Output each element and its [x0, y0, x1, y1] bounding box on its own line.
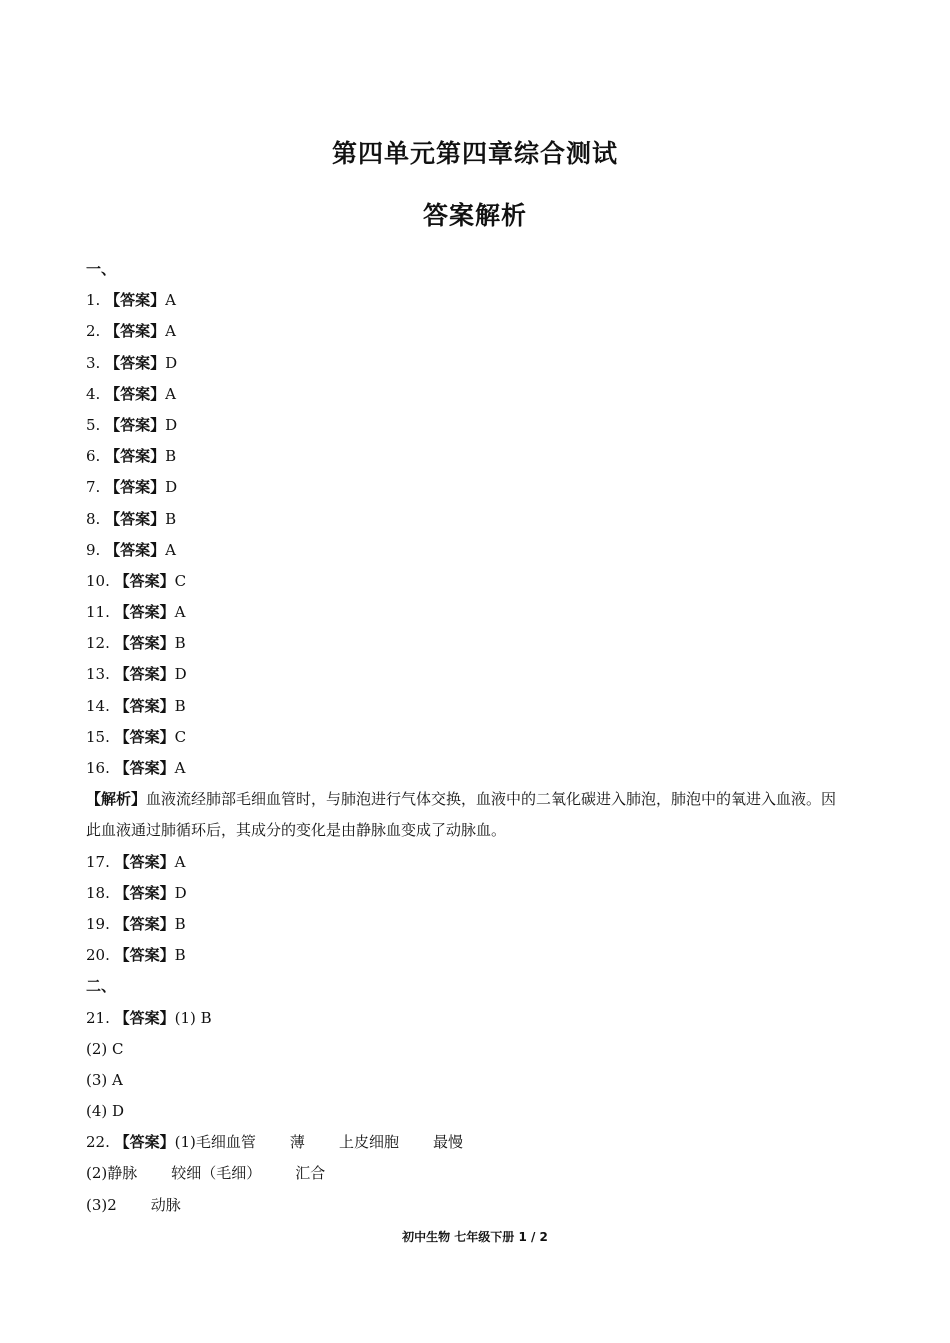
answer-tag: 【答案】 — [114, 1133, 175, 1152]
question-number: 2. — [86, 322, 101, 341]
question-number: 20. — [86, 946, 110, 965]
answer-row — [86, 472, 846, 503]
answer-row — [86, 940, 846, 971]
answer-22 — [86, 1127, 846, 1158]
question-number: 12. — [86, 634, 110, 653]
answer-row — [86, 441, 846, 472]
question-number: 17. — [86, 852, 110, 871]
answer-row — [86, 722, 846, 753]
answer-row — [86, 285, 846, 316]
answer-22-part-2 — [86, 1158, 846, 1189]
explanation-tag: 【解析】 — [86, 790, 147, 809]
answer-value: A — [165, 291, 176, 310]
question-number: 13. — [86, 665, 110, 684]
answer-value: B — [174, 634, 186, 653]
answer-value: A — [174, 852, 186, 871]
answer-tag: 【答案】 — [114, 852, 175, 871]
answer-value: C — [174, 571, 187, 590]
answer-row — [86, 597, 846, 628]
answer-row — [86, 691, 846, 722]
answer-value: A — [174, 759, 186, 777]
answer-tag: 【答案】 — [105, 384, 166, 403]
answer-tag: 【答案】 — [114, 634, 175, 653]
question-number: 21. — [86, 1008, 110, 1027]
answer-value: B — [165, 447, 177, 466]
blank-3: 汇合 — [295, 1164, 326, 1183]
answer-21-part-4: (4) D — [86, 1102, 125, 1121]
answer-22-part-3 — [86, 1190, 846, 1221]
answer-row — [86, 659, 846, 690]
question-number: 14. — [86, 696, 110, 715]
answer-value: B — [165, 509, 177, 528]
answer-row — [86, 379, 846, 410]
answer-tag: 【答案】 — [105, 291, 166, 310]
blank-2: 较细（毛细） — [171, 1164, 262, 1183]
answer-tag: 【答案】 — [105, 478, 166, 497]
blank-1: 毛细血管 — [195, 1133, 256, 1152]
question-number: 6. — [86, 447, 101, 466]
answer-21-part-1: (1) B — [174, 1008, 212, 1027]
answer-row — [86, 753, 846, 784]
answer-21-part-3: (3) A — [86, 1070, 123, 1089]
answer-tag: 【答案】 — [114, 883, 175, 902]
answer-21-part-2: (2) C — [86, 1039, 124, 1058]
question-number: 5. — [86, 415, 101, 434]
answer-row — [86, 316, 846, 347]
answer-value: B — [174, 946, 186, 965]
answer-tag: 【答案】 — [105, 415, 166, 434]
blank-3: 上皮细胞 — [338, 1133, 399, 1152]
answer-list-part-one — [86, 285, 846, 784]
answer-value: D — [165, 415, 178, 434]
answer-value: A — [174, 603, 186, 622]
section-one-heading: 一、 — [86, 260, 117, 278]
question-number: 11. — [86, 603, 110, 622]
answer-value: D — [174, 883, 187, 902]
answer-tag: 【答案】 — [114, 727, 175, 746]
question-number: 8. — [86, 509, 101, 528]
question-number: 7. — [86, 478, 101, 497]
answer-row — [86, 348, 846, 379]
answer-list-part-two — [86, 847, 846, 972]
answer-tag: 【答案】 — [105, 509, 166, 528]
answer-row — [86, 504, 846, 535]
answer-value: A — [165, 322, 176, 341]
question-number: 19. — [86, 914, 110, 933]
answer-tag: 【答案】 — [114, 1008, 175, 1027]
question-number: 10. — [86, 571, 110, 590]
part-label: (3) — [86, 1195, 108, 1214]
question-number: 16. — [86, 759, 110, 777]
answer-tag: 【答案】 — [114, 665, 175, 684]
part-label: (2) — [86, 1164, 108, 1183]
answer-row — [86, 909, 846, 940]
question-number: 22. — [86, 1133, 110, 1152]
answer-row — [86, 628, 846, 659]
answer-row — [86, 535, 846, 566]
explanation-text: 血液流经肺部毛细血管时，与肺泡进行气体交换，血液中的二氧化碳进入肺泡，肺泡中的氧进入血液。因此血液通过肺循环后，其成分的变化是由静脉血变成了动脉血。 — [86, 790, 837, 840]
answer-value: D — [165, 478, 178, 497]
answer-row — [86, 566, 846, 597]
answer-tag: 【答案】 — [114, 946, 175, 965]
question-number: 9. — [86, 540, 101, 559]
answer-row — [86, 410, 846, 441]
answer-tag: 【答案】 — [114, 571, 175, 590]
answer-value: C — [174, 727, 187, 746]
answer-tag: 【答案】 — [105, 353, 166, 372]
page-subtitle: 答案解析 — [422, 201, 527, 230]
question-number: 3. — [86, 353, 101, 372]
blank-2: 薄 — [289, 1133, 305, 1152]
answer-tag: 【答案】 — [114, 914, 175, 933]
answer-row — [86, 847, 846, 878]
answer-value: D — [174, 665, 187, 684]
question-number: 18. — [86, 883, 110, 902]
answer-body — [86, 254, 846, 1221]
answer-tag: 【答案】 — [114, 759, 175, 777]
question-number: 1. — [86, 291, 101, 310]
blank-4: 最慢 — [432, 1133, 463, 1152]
page-footer: 初中生物 七年级下册 1 / 2 — [402, 1230, 548, 1244]
answer-value: B — [174, 696, 186, 715]
answer-value: A — [165, 540, 176, 559]
answer-tag: 【答案】 — [114, 603, 175, 622]
page-title: 第四单元第四章综合测试 — [331, 139, 618, 168]
blank-1: 2 — [107, 1195, 117, 1214]
answer-value: D — [165, 353, 178, 372]
blank-1: 静脉 — [107, 1164, 138, 1183]
blank-2: 动脉 — [150, 1195, 181, 1214]
answer-value: A — [165, 384, 176, 403]
answer-value: B — [174, 914, 186, 933]
part-label: (1) — [174, 1133, 196, 1152]
section-two-heading: 二、 — [86, 977, 117, 996]
explanation-16 — [86, 784, 838, 846]
answer-tag: 【答案】 — [114, 696, 175, 715]
answer-tag: 【答案】 — [105, 322, 166, 341]
answer-tag: 【答案】 — [105, 447, 166, 466]
answer-tag: 【答案】 — [105, 540, 166, 559]
answer-21 — [86, 1003, 846, 1034]
question-number: 15. — [86, 727, 110, 746]
answer-row — [86, 878, 846, 909]
question-number: 4. — [86, 384, 101, 403]
